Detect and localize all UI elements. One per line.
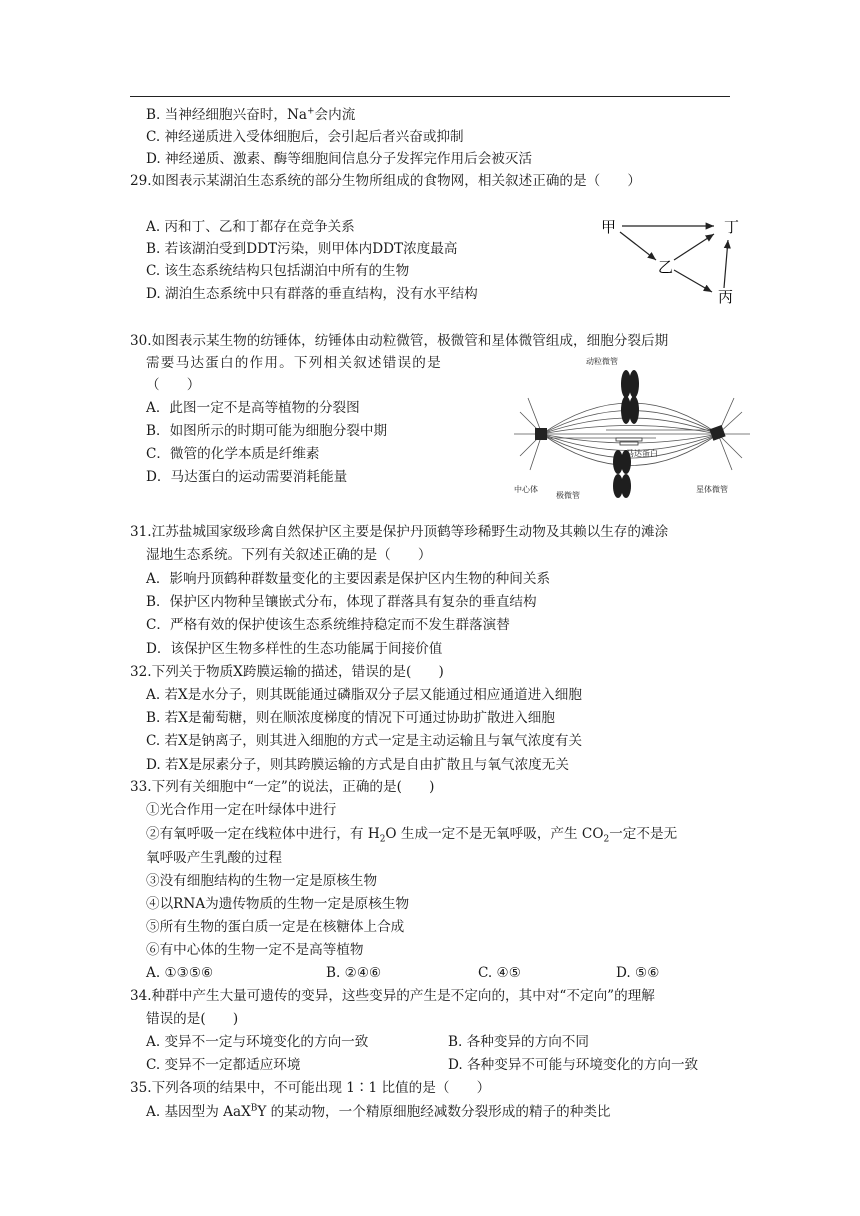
q30-answer-paren: （ ）: [146, 377, 201, 393]
q31-option-d: D．该保护区生物多样性的生态功能属于间接价值: [146, 641, 443, 657]
q35-stem: 35.下列各项的结果中，不可能出现 1∶1 比值的是（ ）: [130, 1080, 491, 1096]
q34-option-a: A. 变异不一定与环境变化的方向一致: [146, 1034, 369, 1050]
q30-stem-line1: 30.如图表示某生物的纺锤体，纺锤体由动粒微管，极微管和星体微管组成，细胞分裂后期: [130, 333, 669, 349]
q30-option-a: A．此图一定不是高等植物的分裂图: [146, 400, 360, 416]
node-yi: 乙: [658, 258, 674, 276]
arrow-yi-ding: [674, 234, 714, 260]
q33-stem: 33.下列有关细胞中“一定”的说法，正确的是( ): [130, 779, 435, 795]
q34-stem-line2: 错误的是( ): [146, 1011, 239, 1027]
node-jia: 甲: [601, 218, 617, 236]
arrow-yi-bing: [674, 270, 712, 292]
q31-option-b: B．保护区内物种呈镶嵌式分布，体现了群落具有复杂的垂直结构: [146, 594, 537, 610]
centriole-left: [535, 428, 547, 440]
arrow-jia-yi: [620, 232, 656, 260]
chromosome-top: [621, 370, 639, 424]
label-kinetochore-mt: 动粒微管: [586, 357, 618, 366]
q33-statement-2-cont: 氧呼吸产生乳酸的过程: [146, 850, 282, 866]
node-bing: 丙: [718, 288, 734, 306]
q33-option-d: D. ⑤⑥: [616, 965, 660, 981]
q32-option-d: D. 若X是尿素分子，则其跨膜运输的方式是自由扩散且与氧气浓度无关: [146, 757, 569, 773]
q31-stem-line2: 湿地生态系统。下列有关叙述正确的是（ ）: [146, 547, 432, 563]
q30-option-b: B．如图所示的时期可能为细胞分裂中期: [146, 423, 388, 439]
motor-protein: [616, 438, 642, 445]
q31-option-a: A．影响丹顶鹤种群数量变化的主要因素是保护区内生物的种间关系: [146, 571, 551, 587]
q34-stem-line1: 34.种群中产生大量可遗传的变异，这些变异的产生是不定向的，其中对“不定向”的理解: [130, 988, 655, 1004]
q33-option-a: A. ①③⑤⑥: [146, 965, 214, 981]
q30-option-d: D．马达蛋白的运动需要消耗能量: [146, 469, 348, 485]
q35-option-a: A. 基因型为 AaX$^B$Y 的某动物，一个精原细胞经减数分裂形成的精子的种类比: [146, 1103, 611, 1120]
q30-option-c: C．微管的化学本质是纤维素: [146, 446, 320, 462]
q33-statement-6: ⑥有中心体的生物一定不是高等植物: [146, 942, 364, 958]
q28-option-b: B. 当神经细胞兴奋时，Na+会内流: [146, 106, 356, 123]
label-motor-protein: 马达蛋白: [626, 449, 658, 458]
q32-option-b: B. 若X是葡萄糖，则在顺浓度梯度的情况下可通过协助扩散进入细胞: [146, 710, 555, 726]
q32-option-a: A. 若X是水分子，则其既能通过磷脂双分子层又能通过相应通道进入细胞: [146, 687, 582, 703]
q29-option-a: A. 丙和丁、乙和丁都存在竞争关系: [146, 219, 355, 235]
q34-option-d: D. 各种变异不可能与环境变化的方向一致: [448, 1057, 699, 1073]
q31-option-c: C．严格有效的保护使该生态系统维持稳定而不发生群落演替: [146, 617, 510, 633]
q29-option-c: C. 该生态系统结构只包括湖泊中所有的生物: [146, 263, 410, 279]
q34-option-c: C. 变异不一定都适应环境: [146, 1057, 301, 1073]
q30-stem-line2: 需要马达蛋白的作用。下列相关叙述错误的是: [146, 355, 442, 371]
q29-option-b: B. 若该湖泊受到DDT污染，则甲体内DDT浓度最高: [146, 241, 458, 257]
q33-statement-3: ③没有细胞结构的生物一定是原核生物: [146, 873, 378, 889]
q33-statement-4: ④以RNA为遗传物质的生物一定是原核生物: [146, 896, 410, 912]
label-astral-mt: 星体微管: [696, 485, 728, 494]
q29-stem: 29.如图表示某湖泊生态系统的部分生物所组成的食物网，相关叙述正确的是（ ）: [130, 173, 641, 189]
q33-statement-1: ①光合作用一定在叶绿体中进行: [146, 802, 337, 818]
label-polar-mt: 极微管: [556, 491, 580, 500]
label-centriole: 中心体: [514, 485, 538, 494]
q34-option-b: B. 各种变异的方向不同: [448, 1034, 589, 1050]
q33-statement-2: ②有氧呼吸一定在线粒体中进行，有 $H_2O$ 生成一定不是无氧呼吸，产生 $CO_2$一定不是无: [146, 826, 678, 845]
q33-option-c: C. ④⑤: [478, 965, 521, 981]
q32-option-c: C. 若X是钠离子，则其进入细胞的方式一定是主动运输且与氧气浓度有关: [146, 733, 583, 749]
q33-statement-5: ⑤所有生物的蛋白质一定是在核糖体上合成: [146, 919, 405, 935]
node-ding: 丁: [724, 218, 740, 236]
spindle-diagram: [506, 352, 756, 502]
arrow-bing-ding: [724, 240, 728, 288]
header-rule: [130, 96, 730, 97]
food-web-diagram: [596, 210, 746, 310]
q28-option-c: C. 神经递质进入受体细胞后，会引起后者兴奋或抑制: [146, 129, 464, 145]
q31-stem-line1: 31.江苏盐城国家级珍禽自然保护区主要是保护丹顶鹤等珍稀野生动物及其赖以生存的滩涂: [130, 524, 669, 540]
q32-stem: 32.下列关于物质X跨膜运输的描述，错误的是( ): [130, 664, 444, 680]
q33-option-b: B. ②④⑥: [326, 965, 382, 981]
q29-option-d: D. 湖泊生态系统中只有群落的垂直结构，没有水平结构: [146, 286, 478, 302]
q28-option-d: D. 神经递质、激素、酶等细胞间信息分子发挥完作用后会被灭活: [146, 151, 533, 167]
